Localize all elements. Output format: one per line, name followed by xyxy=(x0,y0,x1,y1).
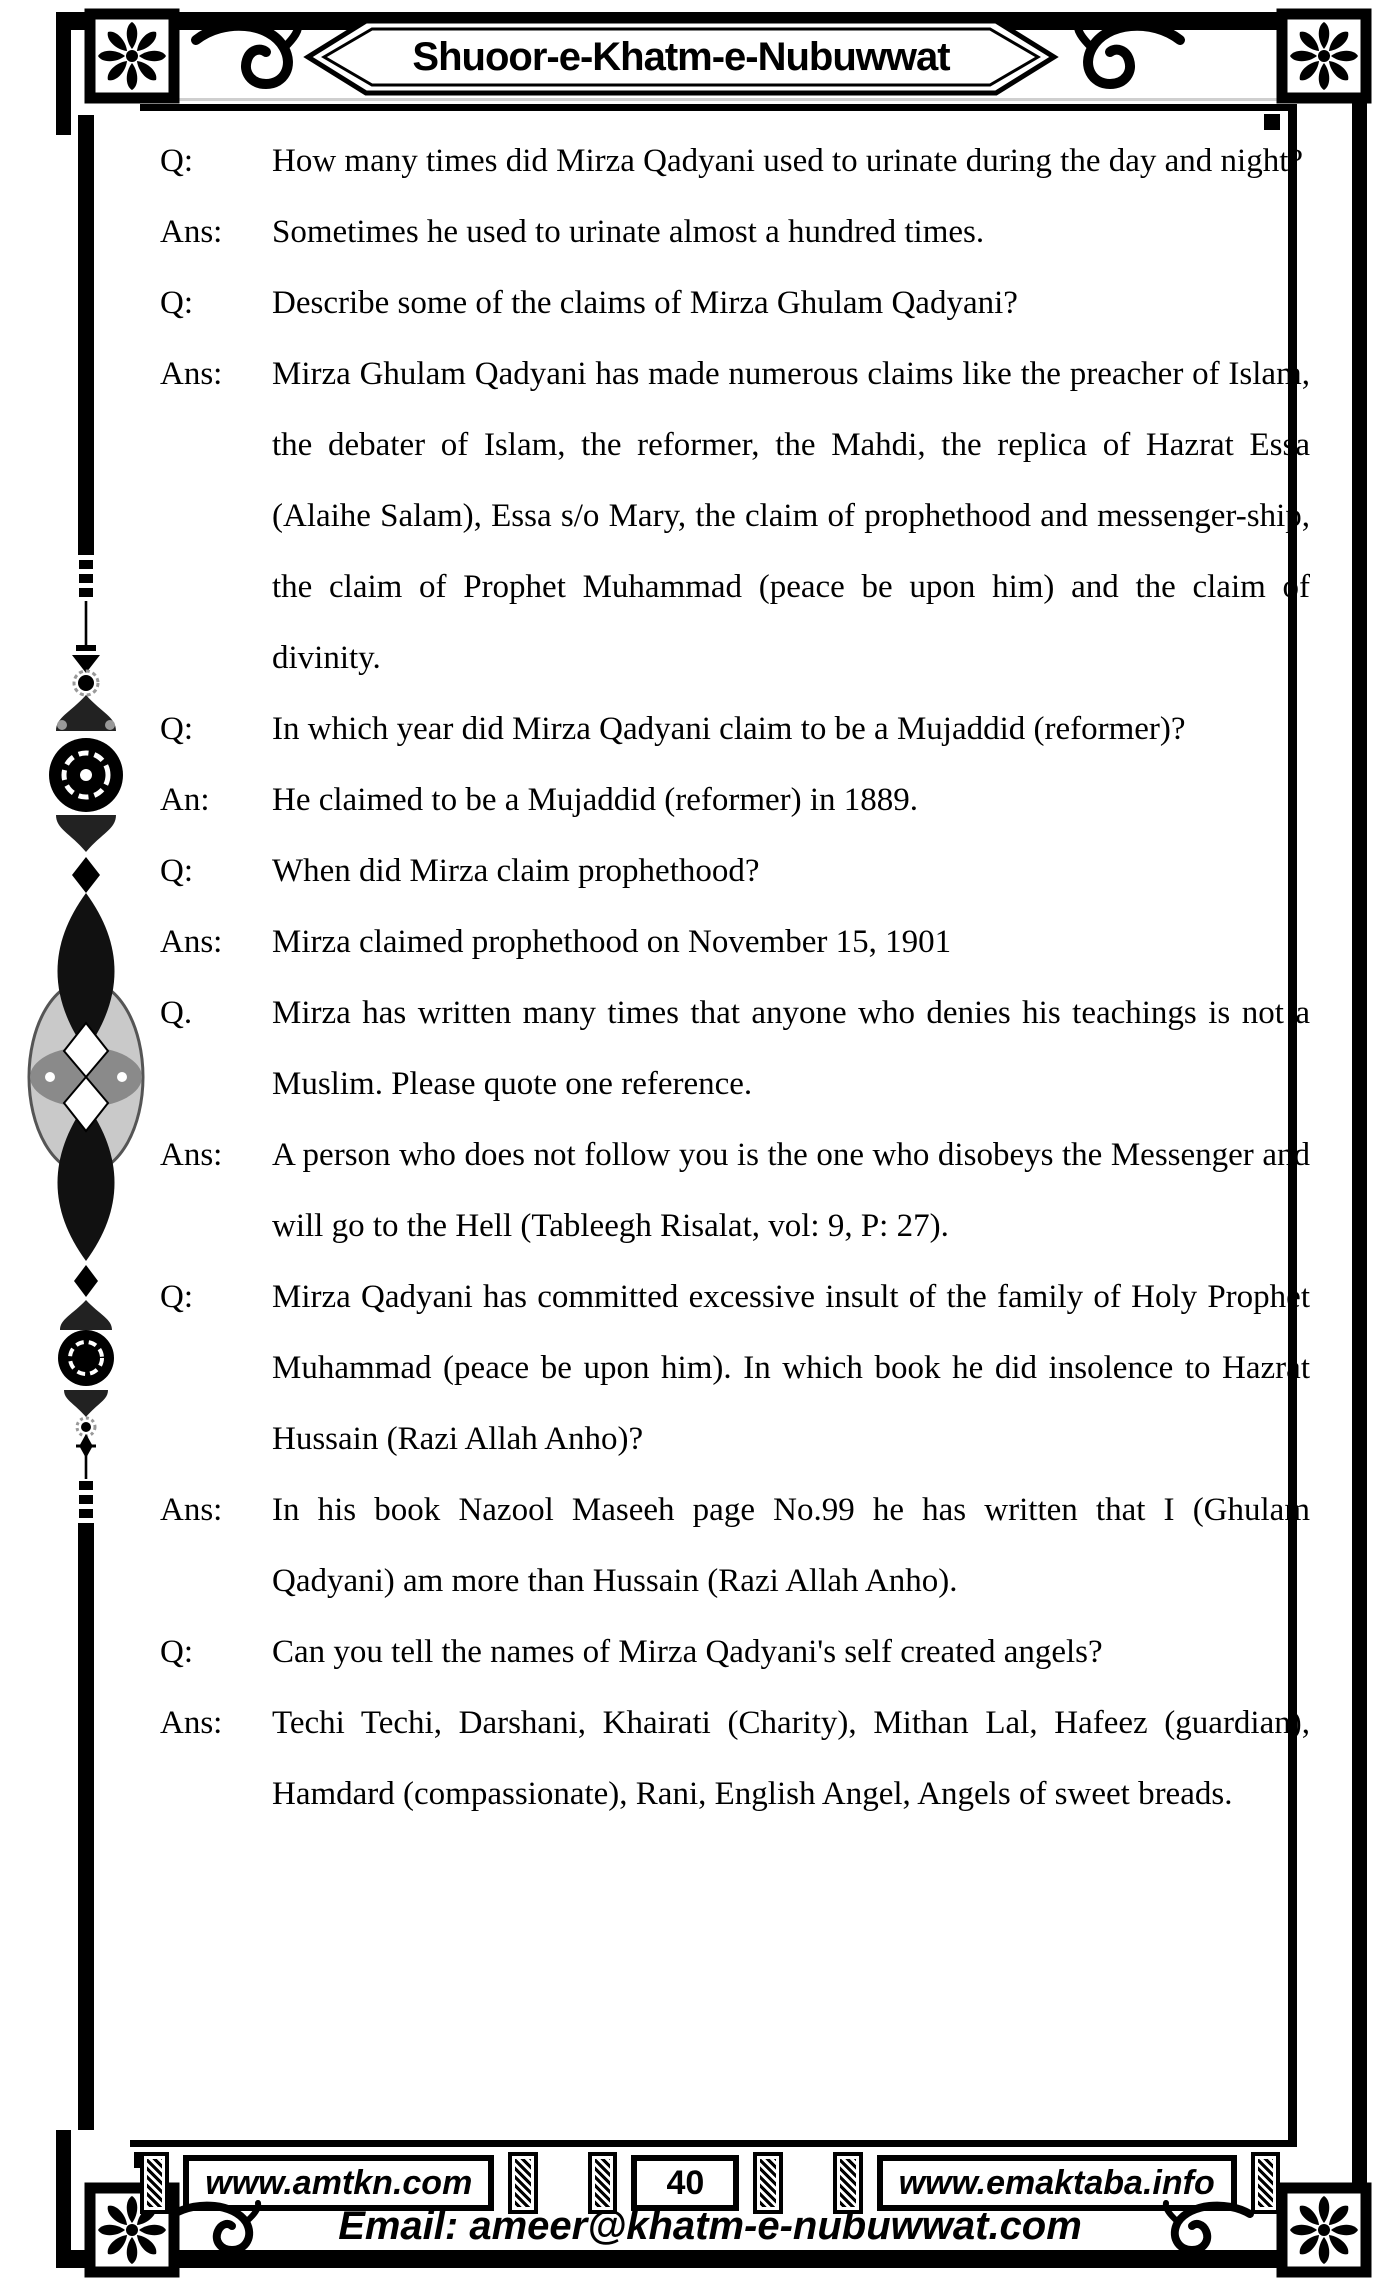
swirl-icon xyxy=(1070,16,1188,102)
qa-row xyxy=(160,765,1310,836)
inner-border-bottom xyxy=(130,2140,1297,2147)
page-title: Shuoor-e-Khatm-e-Nubuwwat xyxy=(412,34,950,79)
qa-text: Mirza Qadyani has committed excessive insult of the family of Holy Prophet Muhammad (peace be upon him). In which book he did insolence to Hazrat Hussain (Razi Allah Anho)? xyxy=(272,1279,1310,1457)
qa-row xyxy=(160,978,1310,1120)
qa-row xyxy=(160,126,1310,197)
qa-text: Describe some of the claims of Mirza Ghulam Qadyani? xyxy=(272,285,1018,321)
qa-row xyxy=(160,907,1310,978)
qa-label: Ans: xyxy=(160,1137,223,1173)
qa-label: Ans: xyxy=(160,214,223,250)
qa-row xyxy=(160,197,1310,268)
qa-row xyxy=(160,268,1310,339)
qa-content xyxy=(160,126,1310,1830)
qa-text: Techi Techi, Darshani, Khairati (Charity), Mithan Lal, Hafeez (guardian), Hamdard (compassionate), Rani, English Angel, Angels of sweet breads. xyxy=(272,1705,1310,1812)
qa-row xyxy=(160,1262,1310,1475)
qa-label: Q. xyxy=(160,995,193,1031)
swirl-icon xyxy=(1160,2200,1256,2258)
qa-text: He claimed to be a Mujaddid (reformer) in 1889. xyxy=(272,782,919,818)
qa-row xyxy=(160,339,1310,694)
qa-label: Q: xyxy=(160,711,193,747)
qa-text: In which year did Mirza Qadyani claim to be a Mujaddid (reformer)? xyxy=(272,711,1186,747)
qa-label: Q: xyxy=(160,853,193,889)
qa-label: Ans: xyxy=(160,924,223,960)
qa-label: Q: xyxy=(160,143,193,179)
qa-row xyxy=(160,836,1310,907)
qa-text: Mirza claimed prophethood on November 15, 1901 xyxy=(272,924,952,960)
qa-text: A person who does not follow you is the one who disobeys the Messenger and will go to the Hell (Tableegh Risalat, vol: 9, P: 27). xyxy=(272,1137,1310,1244)
qa-text: Mirza Ghulam Qadyani has made numerous claims like the preacher of Islam, the debater of Islam, the reformer, the Mahdi, the replica of Hazrat Essa (Alaihe Salam), Essa s/o Mary, the claim of prophethood and messenger-ship, the claim of Prophet Muhammad (peace be upon him) and the claim of divinity. xyxy=(272,356,1310,676)
qa-text: How many times did Mirza Qadyani used to urinate during the day and night? xyxy=(272,143,1304,179)
outer-border-left-bottom xyxy=(56,2130,71,2268)
qa-label: Ans: xyxy=(160,1705,223,1741)
qa-text: Mirza has written many times that anyone who denies his teachings is not a Muslim. Please quote one reference. xyxy=(272,995,1310,1102)
qa-row xyxy=(160,694,1310,765)
qa-row xyxy=(160,1475,1310,1617)
footer-right-site: www.emaktaba.info xyxy=(877,2155,1237,2211)
rosette-icon xyxy=(84,8,180,105)
rosette-icon xyxy=(1276,2182,1372,2279)
footer-email: Email: ameer@khatm-e-nubuwwat.com xyxy=(338,2204,1082,2248)
qa-label: Ans: xyxy=(160,1492,223,1528)
qa-label: An: xyxy=(160,782,210,818)
qa-row xyxy=(160,1120,1310,1262)
qa-row xyxy=(160,1617,1310,1688)
qa-label: Q: xyxy=(160,285,193,321)
rosette-icon xyxy=(1276,8,1372,105)
qa-row xyxy=(160,1688,1310,1830)
qa-text: Can you tell the names of Mirza Qadyani's self created angels? xyxy=(272,1634,1103,1670)
qa-text: In his book Nazool Maseeh page No.99 he has written that I (Ghulam Qadyani) am more than Hussain (Razi Allah Anho). xyxy=(272,1492,1310,1599)
outer-border-right xyxy=(1352,12,1367,2268)
qa-label: Q: xyxy=(160,1279,193,1315)
ornament-chain-icon xyxy=(26,115,146,2135)
header-banner xyxy=(300,14,1062,100)
qa-text: Sometimes he used to urinate almost a hundred times. xyxy=(272,214,985,250)
swirl-icon xyxy=(188,16,306,102)
footer-left-site: www.amtkn.com xyxy=(183,2155,494,2211)
page-number: 40 xyxy=(631,2155,739,2211)
inner-border-top xyxy=(140,104,1295,111)
qa-text: When did Mirza claim prophethood? xyxy=(272,853,760,889)
qa-label: Ans: xyxy=(160,356,223,392)
qa-label: Q: xyxy=(160,1634,193,1670)
